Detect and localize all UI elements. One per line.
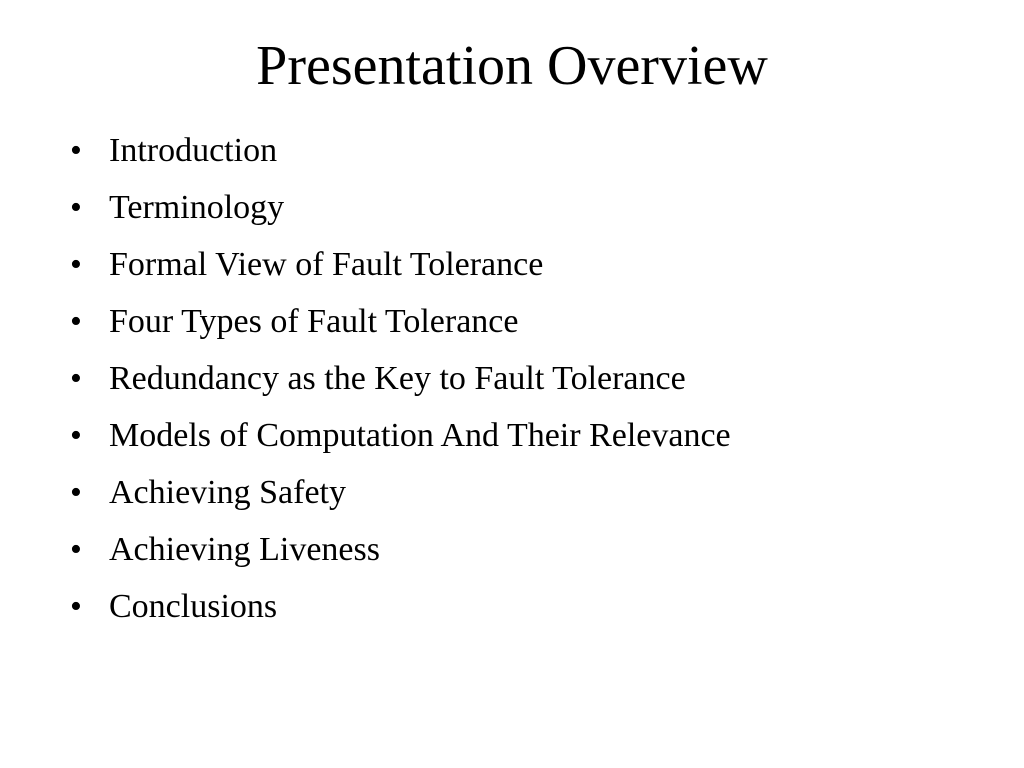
list-item-text: Conclusions	[109, 588, 278, 625]
bullet-icon: •	[70, 531, 82, 568]
list-item-text: Achieving Liveness	[109, 531, 380, 568]
list-item-text: Redundancy as the Key to Fault Tolerance	[109, 360, 686, 397]
bullet-icon: •	[70, 360, 82, 397]
list-item-text: Terminology	[109, 189, 285, 226]
list-item-text: Four Types of Fault Tolerance	[109, 303, 519, 340]
bullet-icon: •	[70, 588, 82, 625]
bullet-icon: •	[70, 474, 82, 511]
list-item-text: Introduction	[109, 132, 278, 169]
bullet-icon: •	[70, 417, 82, 454]
bullet-icon: •	[70, 246, 82, 283]
bullet-icon: •	[70, 132, 82, 169]
slide-title: Presentation Overview	[256, 35, 768, 97]
list-item-text: Models of Computation And Their Relevance	[109, 417, 731, 454]
bullet-icon: •	[70, 189, 82, 226]
list-item-text: Formal View of Fault Tolerance	[109, 246, 544, 283]
bullet-icon: •	[70, 303, 82, 340]
list-item-text: Achieving Safety	[109, 474, 346, 511]
